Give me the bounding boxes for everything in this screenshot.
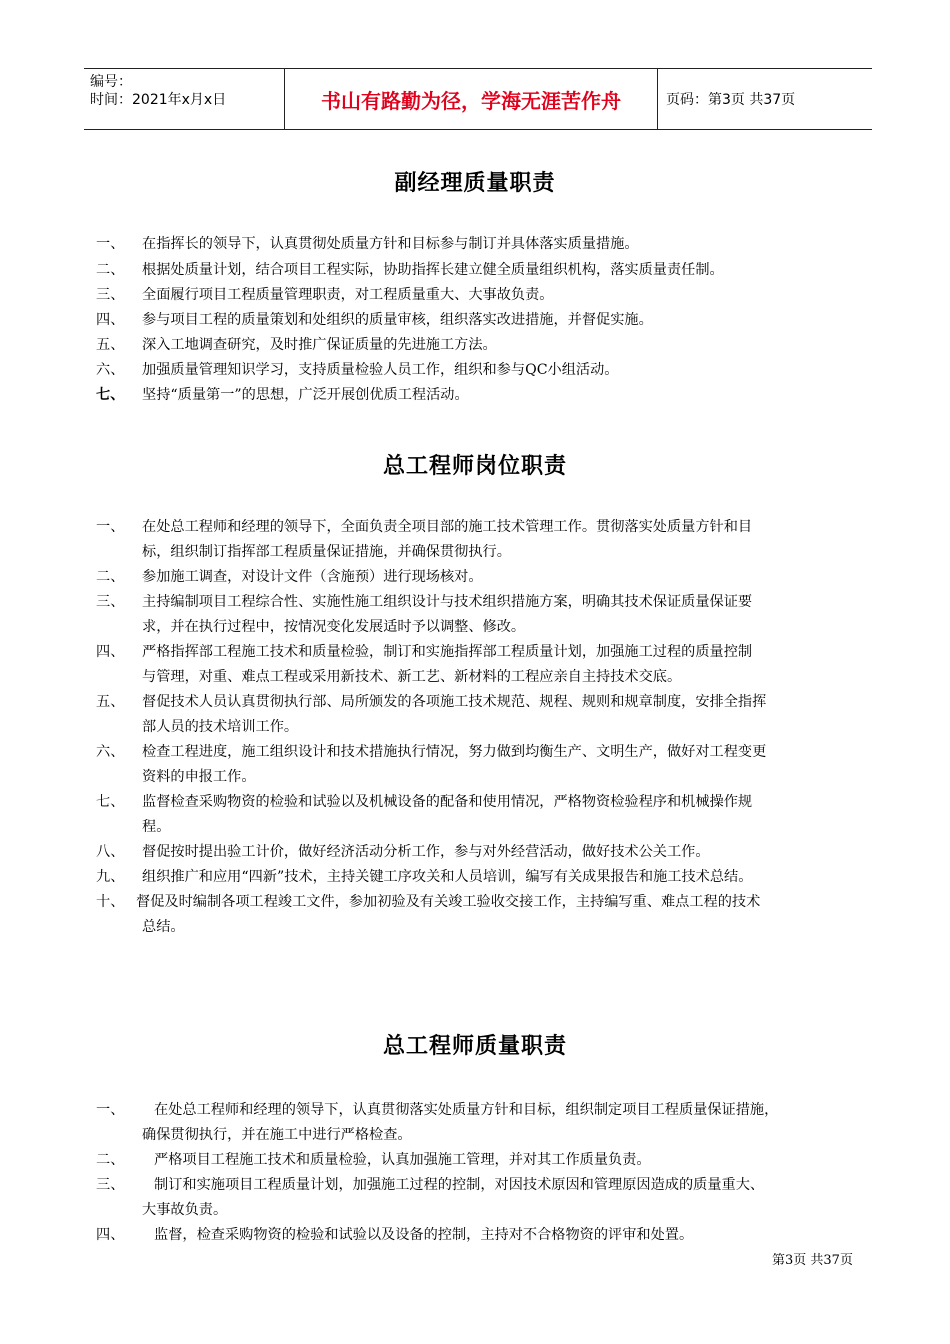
- item-text: 坚持“质量第一”的思想，广泛开展创优质工程活动。: [142, 387, 469, 403]
- item-text: 加强质量管理知识学习，支持质量检验人员工作，组织和参与QC小组活动。: [142, 362, 619, 378]
- item-text: 根据处质量计划，结合项目工程实际，协助指挥长建立健全质量组织机构，落实质量责任制。: [142, 262, 724, 278]
- item-number: 一、: [96, 519, 125, 535]
- item-text: 严格项目工程施工技术和质量检验，认真加强施工管理，并对其工作质量负责。: [154, 1152, 651, 1168]
- header-left-cell: [84, 69, 284, 129]
- item-number: 五、: [96, 694, 125, 710]
- item-text: 监督，检查采购物资的检验和试验以及设备的控制，主持对不合格物资的评审和处置。: [154, 1227, 694, 1243]
- item-number: 六、: [96, 744, 125, 760]
- header-table: [84, 68, 872, 130]
- list-item: [96, 1173, 876, 1223]
- item-number: 九、: [96, 869, 125, 885]
- list-item: [96, 890, 876, 940]
- time-label: 时间：2021年x月x日: [90, 92, 227, 108]
- item-text: 检查工程进度，施工组织设计和技术措施执行情况，努力做到均衡生产、文明生产，做好对工程变更: [142, 744, 767, 760]
- item-number: 一、: [96, 236, 125, 252]
- section-title-chief-engineer-quality: 总工程师质量职责: [382, 1034, 567, 1059]
- list-item: [96, 790, 876, 840]
- item-number: 六、: [96, 362, 125, 378]
- item-text-continued: 总结。: [142, 919, 185, 935]
- list-item: [96, 740, 876, 790]
- item-number: 四、: [96, 644, 125, 660]
- item-number: 四、: [96, 312, 125, 328]
- list-item: [96, 690, 876, 740]
- item-text: 参与项目工程的质量策划和处组织的质量审核，组织落实改进措施，并督促实施。: [142, 312, 653, 328]
- item-text: 参加施工调查，对设计文件（含施预）进行现场核对。: [142, 569, 483, 585]
- list-item: [96, 515, 876, 565]
- item-text: 深入工地调查研究，及时推广保证质量的先进施工方法。: [142, 337, 497, 353]
- item-number: 十、: [96, 894, 125, 910]
- item-text-continued: 资料的申报工作。: [142, 769, 256, 785]
- item-number: 八、: [96, 844, 125, 860]
- item-text: 主持编制项目工程综合性、实施性施工组织设计与技术组织措施方案，明确其技术保证质量保证要: [142, 594, 753, 610]
- item-number: 三、: [96, 287, 125, 303]
- item-text: 制订和实施项目工程质量计划，加强施工过程的控制，对因技术原因和管理原因造成的质量重大、: [154, 1177, 765, 1193]
- item-text-continued: 部人员的技术培训工作。: [142, 719, 299, 735]
- item-text-continued: 大事故负责。: [142, 1202, 228, 1218]
- list-item: [96, 590, 876, 640]
- item-text: 在处总工程师和经理的领导下，全面负责全项目部的施工技术管理工作。贯彻落实处质量方针和目: [142, 519, 753, 535]
- item-number: 三、: [96, 594, 125, 610]
- item-number: 二、: [96, 1152, 125, 1168]
- item-number: 一、: [96, 1102, 125, 1118]
- item-number: 二、: [96, 569, 125, 585]
- item-text: 组织推广和应用“四新”技术，主持关键工序攻关和人员培训，编写有关成果报告和施工技术总结。: [142, 869, 753, 885]
- item-text: 严格指挥部工程施工技术和质量检验，制订和实施指挥部工程质量计划，加强施工过程的质量控制: [142, 644, 753, 660]
- page-footer: 第3页 共37页: [772, 1253, 853, 1268]
- item-number: 七、: [96, 387, 125, 403]
- section-title-deputy-manager: 副经理质量职责: [394, 171, 556, 196]
- item-number: 五、: [96, 337, 125, 353]
- item-text: 督促及时编制各项工程竣工文件，参加初验及有关竣工验收交接工作，主持编写重、难点工程的技术: [136, 894, 761, 910]
- item-text-continued: 与管理，对重、难点工程或采用新技术、新工艺、新材料的工程应亲自主持技术交底。: [142, 669, 682, 685]
- item-number: 七、: [96, 794, 125, 810]
- list-item: [96, 1098, 876, 1148]
- item-number: 二、: [96, 262, 125, 278]
- item-text-continued: 求，并在执行过程中，按情况变化发展适时予以调整、修改。: [142, 619, 526, 635]
- item-text: 监督检查采购物资的检验和试验以及机械设备的配备和使用情况，严格物资检验程序和机械操作规: [142, 794, 753, 810]
- item-text: 全面履行项目工程质量管理职责，对工程质量重大、大事故负责。: [142, 287, 554, 303]
- item-text-continued: 程。: [142, 819, 171, 835]
- item-text: 在指挥长的领导下，认真贯彻处质量方针和目标参与制订并具体落实质量措施。: [142, 236, 639, 252]
- header-page-info: 页码：第3页 共37页: [666, 92, 796, 108]
- list-item: [96, 640, 876, 690]
- item-text: 督促技术人员认真贯彻执行部、局所颁发的各项施工技术规范、规程、规则和规章制度，安排全指挥: [142, 694, 767, 710]
- item-text-continued: 标，组织制订指挥部工程质量保证措施，并确保贯彻执行。: [142, 544, 511, 560]
- section-title-chief-engineer-duties: 总工程师岗位职责: [382, 454, 567, 479]
- item-number: 三、: [96, 1177, 125, 1193]
- header-slogan: 书山有路勤为径，学海无涯苦作舟: [284, 69, 658, 129]
- item-text: 督促按时提出验工计价，做好经济活动分析工作，参与对外经营活动，做好技术公关工作。: [142, 844, 710, 860]
- item-number: 四、: [96, 1227, 125, 1243]
- item-text: 在处总工程师和经理的领导下，认真贯彻落实处质量方针和目标，组织制定项目工程质量保证措施，: [154, 1102, 779, 1118]
- serial-label: 编号：: [90, 74, 132, 90]
- item-text-continued: 确保贯彻执行，并在施工中进行严格检查。: [142, 1127, 412, 1143]
